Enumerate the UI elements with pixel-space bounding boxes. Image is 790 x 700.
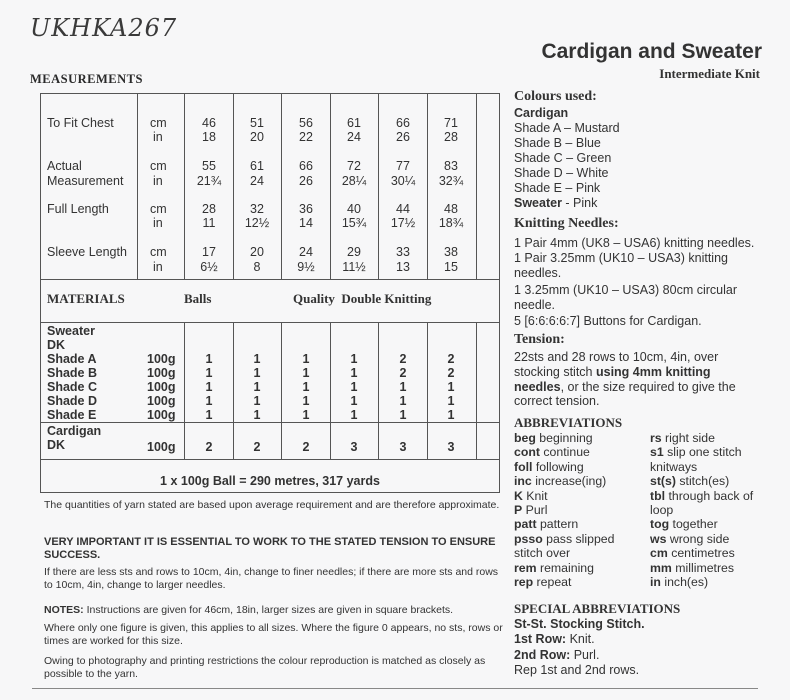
abbreviation-meaning: continue	[539, 445, 590, 460]
grid-line	[41, 459, 499, 460]
unit-cm: cm	[150, 245, 167, 259]
notes-label: NOTES:	[44, 604, 84, 616]
qty: 1	[447, 380, 455, 394]
note-needle-change: If there are less sts and rows to 10cm, 4in, change to finer needles; if there are more sts and rows to 10cm, 4in, change to larger needles.	[44, 566, 499, 591]
grid-line	[41, 422, 499, 423]
abbreviation-item	[514, 445, 614, 459]
qty: 1	[350, 394, 358, 408]
materials-heading: MATERIALS	[47, 291, 125, 306]
cardigan-yarn: DK	[47, 438, 66, 452]
sweater-title: Sweater	[47, 324, 95, 338]
abbreviation-term: psso	[514, 531, 543, 546]
abbreviation-item	[514, 460, 614, 474]
note-tension-warning: VERY IMPORTANT IT IS ESSENTIAL TO WORK TO THE STATED TENSION TO ENSURE SUCCESS.	[44, 536, 496, 561]
value: 21¾	[196, 174, 222, 188]
qty: 1	[302, 380, 310, 394]
qty: 1	[205, 394, 213, 408]
unit-cm: cm	[150, 202, 167, 216]
qty: 1	[253, 394, 261, 408]
value: 24	[299, 245, 313, 259]
abbreviation-term: in	[650, 575, 661, 590]
abbreviation-meaning: repeat	[533, 575, 572, 590]
value: 36	[299, 202, 313, 216]
value: 26	[299, 174, 313, 188]
abbreviation-item	[514, 546, 614, 560]
abbreviation-term: cm	[650, 546, 668, 561]
abbreviation-item	[514, 561, 614, 575]
balls-label: Balls	[184, 291, 212, 306]
qty: 1	[302, 394, 310, 408]
abbreviations-heading: ABBREVIATIONS	[514, 415, 623, 430]
abbreviation-meaning: pass slipped	[542, 531, 615, 546]
value: 56	[299, 116, 313, 130]
abbreviation-item	[514, 503, 614, 517]
qty: 1	[350, 352, 358, 366]
bottom-divider	[32, 688, 758, 689]
abbreviation-item	[650, 503, 753, 517]
shade-weight: 100g	[147, 408, 176, 422]
tension-text: stocking stitch	[514, 365, 596, 379]
qty: 1	[399, 394, 407, 408]
abbreviation-item	[650, 445, 753, 459]
abbreviation-item	[514, 431, 614, 445]
value: 15	[444, 260, 458, 274]
abbreviation-term: patt	[514, 517, 537, 532]
qty: 2	[399, 366, 407, 380]
colour-shade-c: Shade C – Green	[514, 151, 612, 165]
qty: 1	[253, 352, 261, 366]
value: 11	[202, 216, 216, 230]
value: 72	[347, 159, 361, 173]
value: 6½	[200, 260, 218, 274]
abbreviation-meaning: stitch(es)	[675, 474, 730, 489]
unit-in: in	[153, 174, 163, 188]
value: 71	[444, 116, 458, 130]
abbreviation-item	[650, 489, 753, 503]
abbreviation-term: inc	[514, 474, 532, 489]
value: 61	[250, 159, 264, 173]
value: 20	[250, 245, 264, 259]
value: 51	[250, 116, 264, 130]
colour-shade-e: Shade E – Pink	[514, 181, 601, 195]
note-colour: Owing to photography and printing restrictions the colour reproduction is matched as closely as possible to the yarn.	[44, 655, 486, 680]
measurements-materials-table	[40, 93, 500, 493]
shade-name: Shade B	[47, 366, 98, 380]
colour-shade-a: Shade A – Mustard	[514, 121, 620, 135]
qty: 1	[205, 408, 213, 422]
cardigan-weight: 100g	[147, 440, 176, 454]
qty: 1	[253, 380, 261, 394]
abbreviations-left	[514, 431, 614, 589]
abbreviation-meaning: beginning	[535, 431, 593, 445]
value: 28¼	[341, 174, 367, 188]
colour-shade-b: Shade B – Blue	[514, 136, 601, 150]
value: 30¼	[390, 174, 416, 188]
abbreviation-term: rem	[514, 560, 537, 575]
abbreviation-item	[650, 431, 753, 445]
qty: 1	[447, 394, 455, 408]
value: 20	[250, 130, 264, 144]
abbreviation-term: s1	[650, 445, 664, 460]
abbreviation-term: K	[514, 488, 523, 503]
tension-line	[514, 380, 736, 395]
abbreviation-meaning: centimetres	[667, 546, 735, 561]
shade-weight: 100g	[147, 380, 176, 394]
value: 32¾	[438, 174, 464, 188]
abbreviation-meaning: remaining	[536, 560, 594, 575]
abbreviation-meaning: wrong side	[666, 531, 730, 546]
needle-line: needles.	[514, 266, 562, 280]
value: 61	[347, 116, 361, 130]
shade-name: Shade C	[47, 380, 98, 394]
special-heading: SPECIAL ABBREVIATIONS	[514, 601, 681, 616]
colour-shade-d: Shade D – White	[514, 166, 609, 180]
qty: 1	[350, 380, 358, 394]
special-title: St-St. Stocking Stitch.	[514, 617, 645, 631]
value: 44	[396, 202, 410, 216]
row2-value: Purl.	[570, 648, 600, 662]
row-label: Full Length	[47, 202, 109, 216]
value: 14	[299, 216, 313, 230]
abbreviation-item	[650, 532, 753, 546]
abbreviation-meaning: stitch over	[514, 546, 571, 561]
tension-heading: Tension:	[514, 332, 565, 347]
qty: 3	[447, 440, 455, 454]
abbreviation-term: ws	[650, 531, 667, 546]
sweater-label: Sweater	[514, 196, 562, 210]
pattern-code: UKHKA267	[30, 14, 178, 42]
unit-cm: cm	[150, 159, 167, 173]
grid-line	[41, 279, 499, 280]
grid-line	[41, 322, 499, 323]
value: 66	[299, 159, 313, 173]
abbreviation-item	[514, 575, 614, 589]
abbreviation-meaning: millimetres	[671, 560, 735, 575]
value: 46	[202, 116, 216, 130]
shade-weight: 100g	[147, 366, 176, 380]
tension-needles: needles	[514, 380, 561, 394]
value: 24	[347, 130, 361, 144]
quality-label: Quality Double Knitting	[293, 291, 432, 306]
abbreviation-term: rs	[650, 431, 662, 445]
abbreviation-item	[650, 561, 753, 575]
value: 55	[202, 159, 216, 173]
measurements-heading: MEASUREMENTS	[30, 72, 143, 86]
special-row-2	[514, 648, 599, 663]
qty: 1	[205, 352, 213, 366]
abbreviation-term: mm	[650, 560, 672, 575]
value: 48	[444, 202, 458, 216]
abbreviation-item	[650, 460, 753, 474]
value: 11½	[342, 260, 366, 274]
qty: 3	[350, 440, 358, 454]
value: 29	[347, 245, 361, 259]
abbreviation-item	[650, 546, 753, 560]
qty: 1	[350, 366, 358, 380]
qty: 1	[302, 366, 310, 380]
row2-label: 2nd Row:	[514, 648, 571, 662]
colours-heading: Colours used:	[514, 89, 597, 104]
value: 12½	[244, 216, 270, 230]
note-figures: Where only one figure is given, this applies to all sizes. Where the figure 0 appears, no sts, rows or times are worked for this size.	[44, 622, 503, 647]
qty: 1	[350, 408, 358, 422]
row1-value: Knit.	[566, 632, 595, 646]
shade-weight: 100g	[147, 394, 176, 408]
tension-line: 22sts and 28 rows to 10cm, 4in, over	[514, 350, 719, 364]
value: 77	[396, 159, 410, 173]
qty: 1	[205, 380, 213, 394]
abbreviation-term: foll	[514, 459, 533, 474]
shade-weight: 100g	[147, 352, 176, 366]
qty: 2	[302, 440, 310, 454]
qty: 1	[253, 408, 261, 422]
abbreviation-item	[514, 532, 614, 546]
qty: 1	[302, 408, 310, 422]
abbreviation-term: tbl	[650, 488, 666, 503]
value: 15¾	[341, 216, 367, 230]
abbreviation-meaning: Knit	[522, 488, 548, 503]
needles-heading: Knitting Needles:	[514, 216, 619, 231]
sweater-colour-value: - Pink	[561, 196, 598, 210]
qty: 2	[447, 366, 455, 380]
abbreviation-item	[650, 575, 753, 589]
abbreviation-meaning: pattern	[536, 517, 579, 532]
skill-level: Intermediate Knit	[659, 66, 760, 81]
value: 40	[347, 202, 361, 216]
row1-label: 1st Row:	[514, 632, 567, 646]
value: 38	[444, 245, 458, 259]
abbreviation-meaning: Purl	[522, 503, 548, 518]
value: 17	[202, 245, 216, 259]
buttons-line: 5 [6:6:6:6:7] Buttons for Cardigan.	[514, 314, 702, 328]
ball-info: 1 x 100g Ball = 290 metres, 317 yards	[160, 474, 380, 488]
abbreviation-term: cont	[514, 445, 540, 460]
value: 8	[253, 260, 261, 274]
unit-cm: cm	[150, 116, 167, 130]
row-label: Sleeve Length	[47, 245, 127, 259]
abbreviation-meaning: slip one stitch	[663, 445, 742, 460]
needle-line: needle.	[514, 298, 556, 312]
value: 66	[396, 116, 410, 130]
abbreviation-meaning: right side	[661, 431, 715, 445]
value: 83	[444, 159, 458, 173]
abbreviation-meaning: together	[669, 517, 718, 532]
qty: 2	[447, 352, 455, 366]
needle-line: 1 3.25mm (UK10 – USA3) 80cm circular	[514, 283, 737, 297]
row-label: Measurement	[47, 174, 124, 188]
abbreviation-meaning: through back of	[665, 488, 754, 503]
qty: 1	[205, 366, 213, 380]
note-sizes	[44, 604, 504, 617]
abbreviation-item	[514, 489, 614, 503]
abbreviations-right	[650, 431, 753, 589]
pattern-title: Cardigan and Sweater	[541, 40, 762, 63]
sweater-yarn: DK	[47, 338, 66, 352]
abbreviation-term: P	[514, 503, 523, 518]
note-quantities: The quantities of yarn stated are based upon average requirement and are therefore approximate.	[44, 499, 500, 511]
abbreviation-meaning: knitways	[650, 459, 698, 474]
tension-line	[514, 365, 711, 380]
unit-in: in	[153, 260, 163, 274]
qty: 1	[253, 366, 261, 380]
abbreviation-term: beg	[514, 431, 536, 445]
abbreviation-meaning: following	[532, 459, 584, 474]
special-repeat: Rep 1st and 2nd rows.	[514, 663, 640, 677]
row-label: To Fit Chest	[47, 116, 114, 130]
needle-line: 1 Pair 3.25mm (UK10 – USA3) knitting	[514, 251, 728, 265]
abbreviation-item	[514, 517, 614, 531]
value: 33	[396, 245, 410, 259]
special-row-1	[514, 632, 595, 647]
abbreviation-item	[650, 517, 753, 531]
abbreviation-term: tog	[650, 517, 670, 532]
value: 28	[202, 202, 216, 216]
abbreviation-term: st(s)	[650, 474, 676, 489]
sweater-colour	[514, 196, 597, 211]
qty: 1	[302, 352, 310, 366]
qty: 1	[447, 408, 455, 422]
qty: 3	[399, 440, 407, 454]
grid-line	[137, 94, 138, 279]
shade-name: Shade D	[47, 394, 98, 408]
abbreviation-meaning: loop	[650, 503, 674, 518]
notes-text: Instructions are given for 46cm, 18in, larger sizes are given in square brackets.	[83, 604, 454, 616]
unit-in: in	[153, 216, 163, 230]
cardigan-label: Cardigan	[514, 106, 569, 120]
abbreviation-meaning: increase(ing)	[531, 474, 607, 489]
qty: 1	[399, 408, 407, 422]
grid-line	[476, 94, 477, 279]
grid-line	[476, 322, 477, 459]
tension-needle-size: using 4mm knitting	[595, 365, 711, 379]
tension-text: , or the size required to give the	[560, 380, 736, 394]
abbreviation-item	[514, 474, 614, 488]
qty: 2	[205, 440, 213, 454]
value: 28	[444, 130, 458, 144]
cardigan-title: Cardigan	[47, 424, 102, 438]
abbreviation-item	[650, 474, 753, 488]
value: 22	[299, 130, 313, 144]
shade-name: Shade A	[47, 352, 97, 366]
value: 24	[250, 174, 264, 188]
unit-in: in	[153, 130, 163, 144]
row-label: Actual	[47, 159, 82, 173]
value: 18¾	[438, 216, 464, 230]
value: 17½	[390, 216, 416, 230]
abbreviation-meaning: inch(es)	[660, 575, 709, 590]
value: 13	[396, 260, 410, 274]
shade-name: Shade E	[47, 408, 97, 422]
qty: 1	[399, 380, 407, 394]
abbreviation-term: rep	[514, 575, 534, 590]
tension-line: correct tension.	[514, 394, 600, 408]
qty: 2	[399, 352, 407, 366]
needle-line: 1 Pair 4mm (UK8 – USA6) knitting needles.	[514, 236, 755, 250]
value: 26	[396, 130, 410, 144]
value: 18	[202, 130, 216, 144]
value: 9½	[297, 260, 315, 274]
value: 32	[250, 202, 264, 216]
qty: 2	[253, 440, 261, 454]
